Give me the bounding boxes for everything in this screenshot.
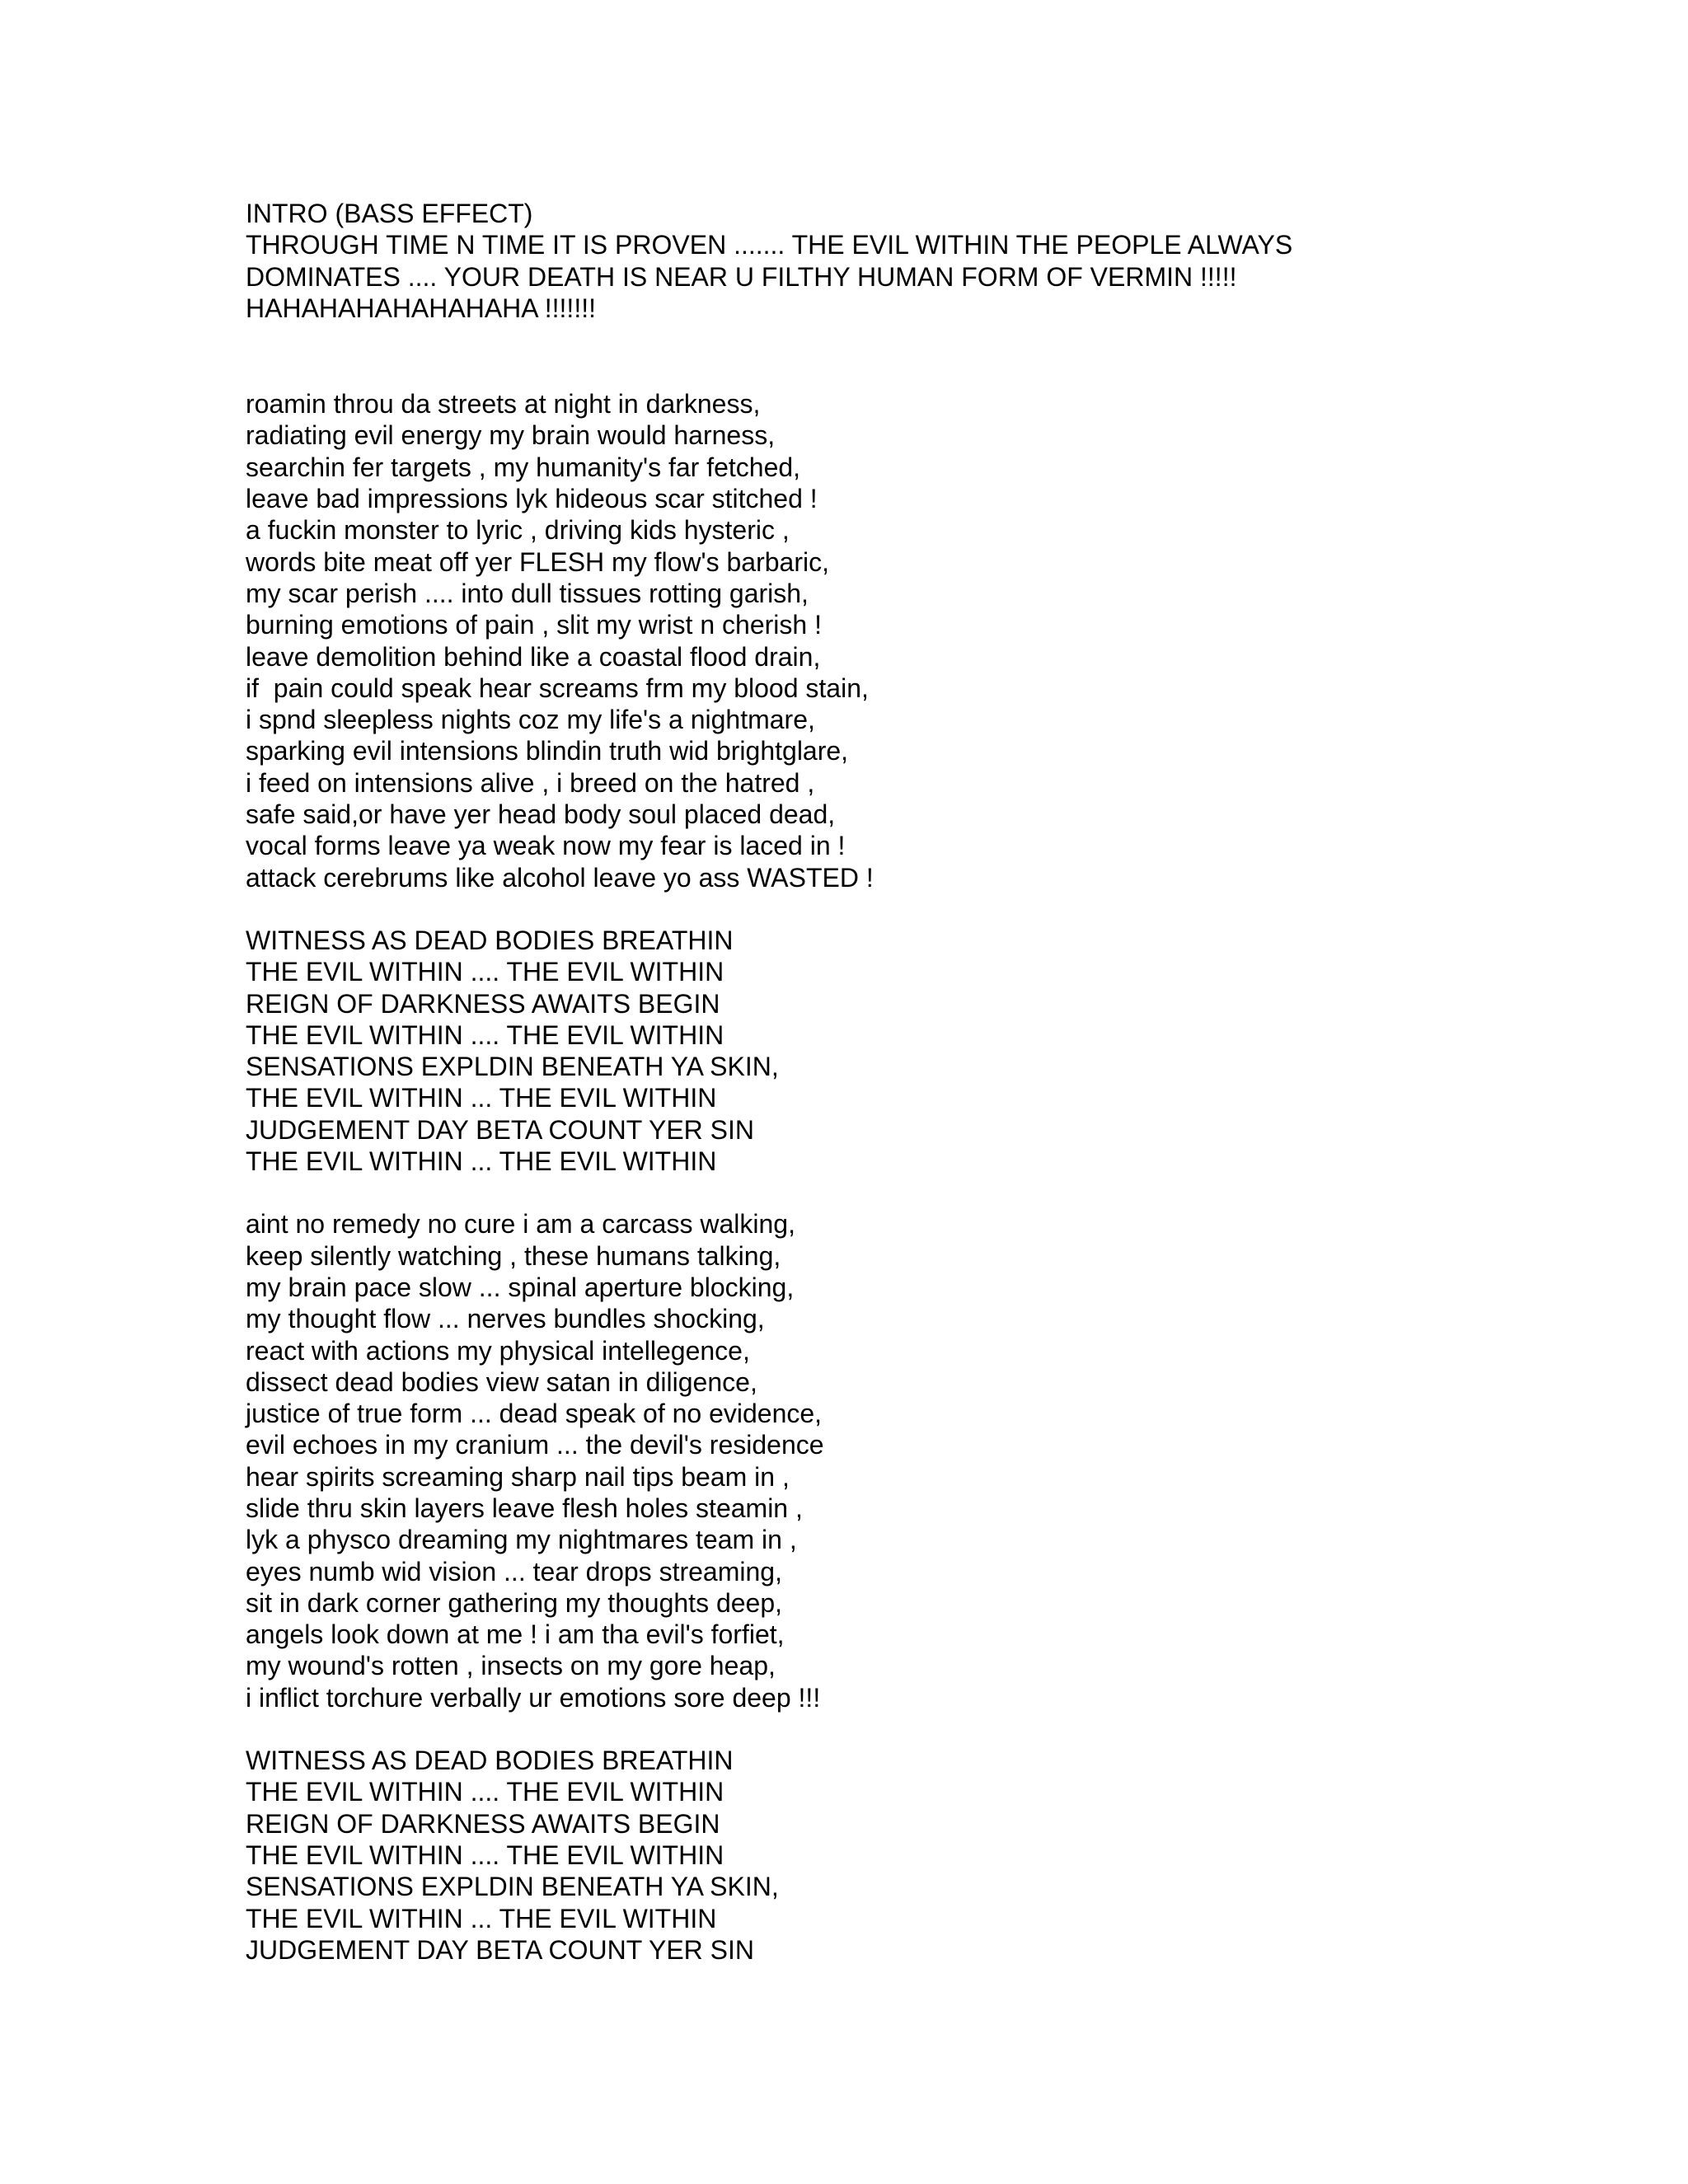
chorus-line: THE EVIL WITHIN ... THE EVIL WITHIN: [246, 1903, 717, 1933]
intro-line: HAHAHAHAHAHAHAHA !!!!!!!: [246, 293, 596, 323]
verse-line: i inflict torchure verbally ur emotions sore deep !!!: [246, 1682, 821, 1713]
verse-1-block: [246, 388, 1531, 893]
verse-line: sparking evil intensions blindin truth wid brightglare,: [246, 736, 849, 766]
intro-block: [246, 198, 1531, 324]
blank-gap: [246, 893, 1531, 925]
chorus-line: SENSATIONS EXPLDIN BENEATH YA SKIN,: [246, 1052, 779, 1082]
intro-heading: INTRO (BASS EFFECT): [246, 199, 533, 228]
verse-line: safe said,or have yer head body soul placed dead,: [246, 799, 836, 830]
verse-line: if pain could speak hear screams frm my blood stain,: [246, 673, 869, 703]
verse-line: i feed on intensions alive , i breed on the hatred ,: [246, 767, 815, 798]
intro-line: DOMINATES .... YOUR DEATH IS NEAR U FILTHY HUMAN FORM OF VERMIN !!!!!: [246, 261, 1237, 292]
lyrics-content: [246, 198, 1531, 1966]
verse-line: words bite meat off yer FLESH my flow's barbaric,: [246, 546, 829, 577]
verse-line: attack cerebrums like alcohol leave yo ass WASTED !: [246, 862, 874, 893]
chorus-line: THE EVIL WITHIN ... THE EVIL WITHIN: [246, 1146, 717, 1177]
verse-line: slide thru skin layers leave flesh holes steamin ,: [246, 1493, 803, 1523]
verse-line: leave bad impressions lyk hideous scar stitched !: [246, 484, 818, 514]
verse-line: dissect dead bodies view satan in diligence,: [246, 1366, 757, 1397]
chorus-line: THE EVIL WITHIN ... THE EVIL WITHIN: [246, 1083, 717, 1113]
verse-line: react with actions my physical intellegence,: [246, 1335, 750, 1366]
chorus-line: THE EVIL WITHIN .... THE EVIL WITHIN: [246, 957, 724, 987]
verse-line: evil echoes in my cranium ... the devil's residence: [246, 1430, 824, 1460]
chorus-line: THE EVIL WITHIN .... THE EVIL WITHIN: [246, 1840, 724, 1870]
verse-line: leave demolition behind like a coastal flood drain,: [246, 641, 821, 672]
verse-line: burning emotions of pain , slit my wrist n cherish !: [246, 610, 822, 640]
verse-line: a fuckin monster to lyric , driving kids hysteric ,: [246, 515, 790, 546]
verse-line: vocal forms leave ya weak now my fear is laced in !: [246, 831, 846, 861]
verse-line: angels look down at me ! i am tha evil's forfiet,: [246, 1619, 785, 1650]
verse-line: keep silently watching , these humans talking,: [246, 1240, 781, 1271]
blank-gap: [246, 1177, 1531, 1208]
blank-gap: [246, 324, 1531, 388]
verse-line: justice of true form ... dead speak of no evidence,: [246, 1399, 823, 1429]
chorus-line: WITNESS AS DEAD BODIES BREATHIN: [246, 925, 734, 955]
verse-line: i spnd sleepless nights coz my life's a nightmare,: [246, 705, 815, 735]
verse-line: lyk a physco dreaming my nightmares team in ,: [246, 1525, 797, 1555]
verse-line: my scar perish .... into dull tissues rotting garish,: [246, 578, 809, 608]
verse-line: sit in dark corner gathering my thoughts deep,: [246, 1587, 783, 1618]
chorus-line: JUDGEMENT DAY BETA COUNT YER SIN: [246, 1114, 755, 1145]
chorus-line: THE EVIL WITHIN .... THE EVIL WITHIN: [246, 1777, 724, 1807]
chorus-line: WITNESS AS DEAD BODIES BREATHIN: [246, 1746, 734, 1776]
chorus-line: THE EVIL WITHIN .... THE EVIL WITHIN: [246, 1019, 724, 1050]
chorus-2-block: [246, 1745, 1531, 1966]
verse-line: my wound's rotten , insects on my gore heap,: [246, 1651, 776, 1681]
verse-line: my brain pace slow ... spinal aperture blocking,: [246, 1272, 795, 1302]
chorus-line: JUDGEMENT DAY BETA COUNT YER SIN: [246, 1934, 755, 1965]
chorus-line: REIGN OF DARKNESS AWAITS BEGIN: [246, 1808, 720, 1839]
verse-line: hear spirits screaming sharp nail tips beam in ,: [246, 1461, 790, 1492]
verse-line: eyes numb wid vision ... tear drops streaming,: [246, 1556, 782, 1586]
blank-gap: [246, 1713, 1531, 1745]
chorus-line: REIGN OF DARKNESS AWAITS BEGIN: [246, 988, 720, 1019]
verse-line: searchin fer targets , my humanity's far fetched,: [246, 452, 801, 482]
verse-line: my thought flow ... nerves bundles shocking,: [246, 1304, 765, 1334]
intro-line: THROUGH TIME N TIME IT IS PROVEN ....... THE EVIL WITHIN THE PEOPLE ALWAYS: [246, 230, 1293, 260]
chorus-1-block: [246, 925, 1531, 1177]
verse-line: radiating evil energy my brain would harness,: [246, 420, 776, 451]
verse-line: roamin throu da streets at night in darkness,: [246, 389, 761, 419]
verse-line: aint no remedy no cure i am a carcass walking,: [246, 1209, 795, 1240]
chorus-line: SENSATIONS EXPLDIN BENEATH YA SKIN,: [246, 1872, 779, 1902]
verse-2-block: [246, 1208, 1531, 1713]
